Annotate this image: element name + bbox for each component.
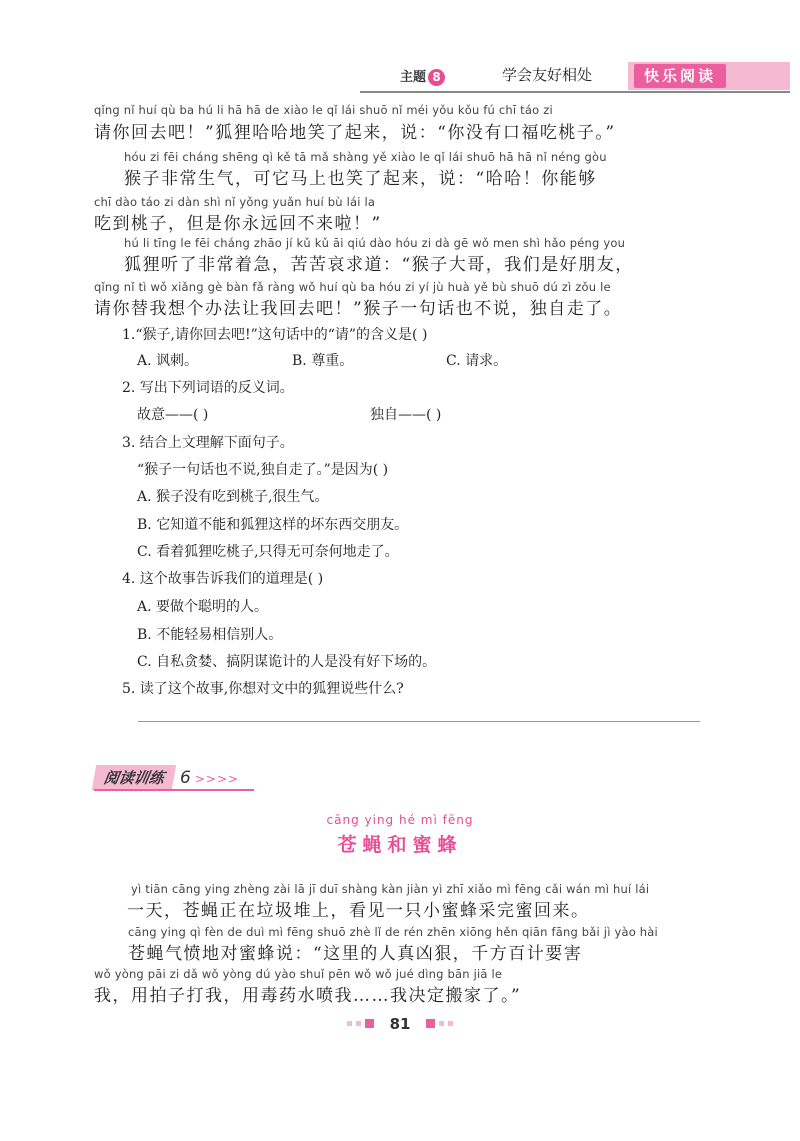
option-1b: B. 尊重。 <box>292 353 354 369</box>
option-1a: A. 讽刺。 <box>137 353 199 369</box>
pinyin-line: yì tiān cāng ying zhèng zài lā jī duī shàng kàn jiàn yì zhī xiǎo mì fēng cǎi wán mì huí lái <box>131 882 650 896</box>
pinyin-line: qǐng nǐ huí qù ba hú li hā hā de xiào le qǐ lái shuō nǐ méi yǒu kǒu fú chī táo zi <box>94 103 553 117</box>
section-tag <box>628 62 790 90</box>
option-3a: A. 猴子没有吃到桃子,很生气。 <box>137 489 329 505</box>
question-3: 3. 结合上文理解下面句子。 <box>122 435 294 451</box>
decor-square <box>426 1019 435 1028</box>
decor-square <box>347 1021 352 1026</box>
text-line: 猴子非常生气，可它马上也笑了起来，说：“哈哈！你能够 <box>124 169 597 189</box>
question-5: 5. 读了这个故事,你想对文中的狐狸说些什么? <box>122 681 404 697</box>
page-header <box>330 58 790 92</box>
exercise-badge <box>94 765 239 789</box>
antonym-item-2: 独自——( ) <box>370 407 442 423</box>
pinyin-line: chī dào táo zi dàn shì nǐ yǒng yuǎn huí bù lái la <box>94 195 376 209</box>
option-1c: C. 请求。 <box>446 353 508 369</box>
story-title: 苍蝇和蜜蜂 <box>337 834 463 856</box>
exercise-label: 阅读训练 <box>92 765 176 790</box>
decor-square <box>448 1021 453 1026</box>
question-1: 1.“猴子,请你回去吧!”这句话中的“请”的含义是( ) <box>122 327 428 343</box>
answer-line <box>138 721 700 722</box>
question-4: 4. 这个故事告诉我们的道理是( ) <box>122 571 324 587</box>
decor-square <box>356 1021 361 1026</box>
option-3b: B. 它知道不能和狐狸这样的坏东西交朋友。 <box>137 517 409 533</box>
page-number-footer <box>0 1013 800 1033</box>
badge-underline <box>94 789 254 791</box>
decor-square <box>365 1019 374 1028</box>
text-line: 苍蝇气愤地对蜜蜂说：“这里的人真凶狠，千方百计要害 <box>128 944 583 964</box>
pinyin-line: wǒ yòng pāi zi dǎ wǒ yòng dú yào shuǐ pēn wǒ wǒ jué dìng bān jiā le <box>94 967 503 981</box>
pinyin-line: hú li tīng le fēi cháng zhāo jí kǔ kǔ āi qiú dào hóu zi dà gē wǒ men shì hǎo péng you <box>124 236 626 250</box>
section-tag-label: 快乐阅读 <box>634 64 726 88</box>
question-3-sentence: “猴子一句话也不说,独自走了。”是因为( ) <box>137 462 389 478</box>
option-4b: B. 不能轻易相信别人。 <box>137 627 283 643</box>
theme-label <box>400 66 445 86</box>
text-line: 我，用拍子打我，用毒药水喷我……我决定搬家了。” <box>94 986 522 1006</box>
text-line: 一天，苍蝇正在垃圾堆上，看见一只小蜜蜂采完蜜回来。 <box>127 901 590 921</box>
text-line: 吃到桃子，但是你永远回不来啦！” <box>94 214 382 234</box>
option-4c: C. 自私贪婪、搞阴谋诡计的人是没有好下场的。 <box>137 654 437 670</box>
theme-label-text: 主题 <box>400 70 427 85</box>
chevron-right-icon: >>>> <box>194 772 240 786</box>
theme-title: 学会友好相处 <box>502 66 593 84</box>
option-3c: C. 看着狐狸吃桃子,只得无可奈何地走了。 <box>137 544 399 560</box>
text-line: 请你回去吧！”狐狸哈哈地笑了起来，说：“你没有口福吃桃子。” <box>94 123 616 143</box>
exercise-number: 6 <box>180 768 191 788</box>
option-4a: A. 要做个聪明的人。 <box>137 599 269 615</box>
text-line: 狐狸听了非常着急，苦苦哀求道：“猴子大哥，我们是好朋友， <box>124 255 634 275</box>
page-number: 81 <box>389 1014 411 1033</box>
theme-number: 8 <box>428 69 445 86</box>
question-2: 2. 写出下列词语的反义词。 <box>122 380 294 396</box>
pinyin-line: cāng ying qì fèn de duì mì fēng shuō zhè lǐ de rén zhēn xiōng hěn qiān fāng bǎi jì yào hài <box>128 925 658 939</box>
header-rule <box>360 91 790 93</box>
pinyin-line: qǐng nǐ tì wǒ xiǎng gè bàn fǎ ràng wǒ huí qù ba hóu zi yí jù huà yě bù shuō dú zì zǒu le <box>94 280 611 294</box>
antonym-item-1: 故意——( ) <box>137 407 209 423</box>
pinyin-line: hóu zi fēi cháng shēng qì kě tā mǎ shàng yě xiào le qǐ lái shuō hā hā nǐ néng gòu <box>124 150 607 164</box>
story-title-pinyin: cāng ying hé mì fēng <box>326 813 474 827</box>
text-line: 请你替我想个办法让我回去吧！”猴子一句话也不说，独自走了。 <box>94 299 623 319</box>
decor-square <box>439 1021 444 1026</box>
